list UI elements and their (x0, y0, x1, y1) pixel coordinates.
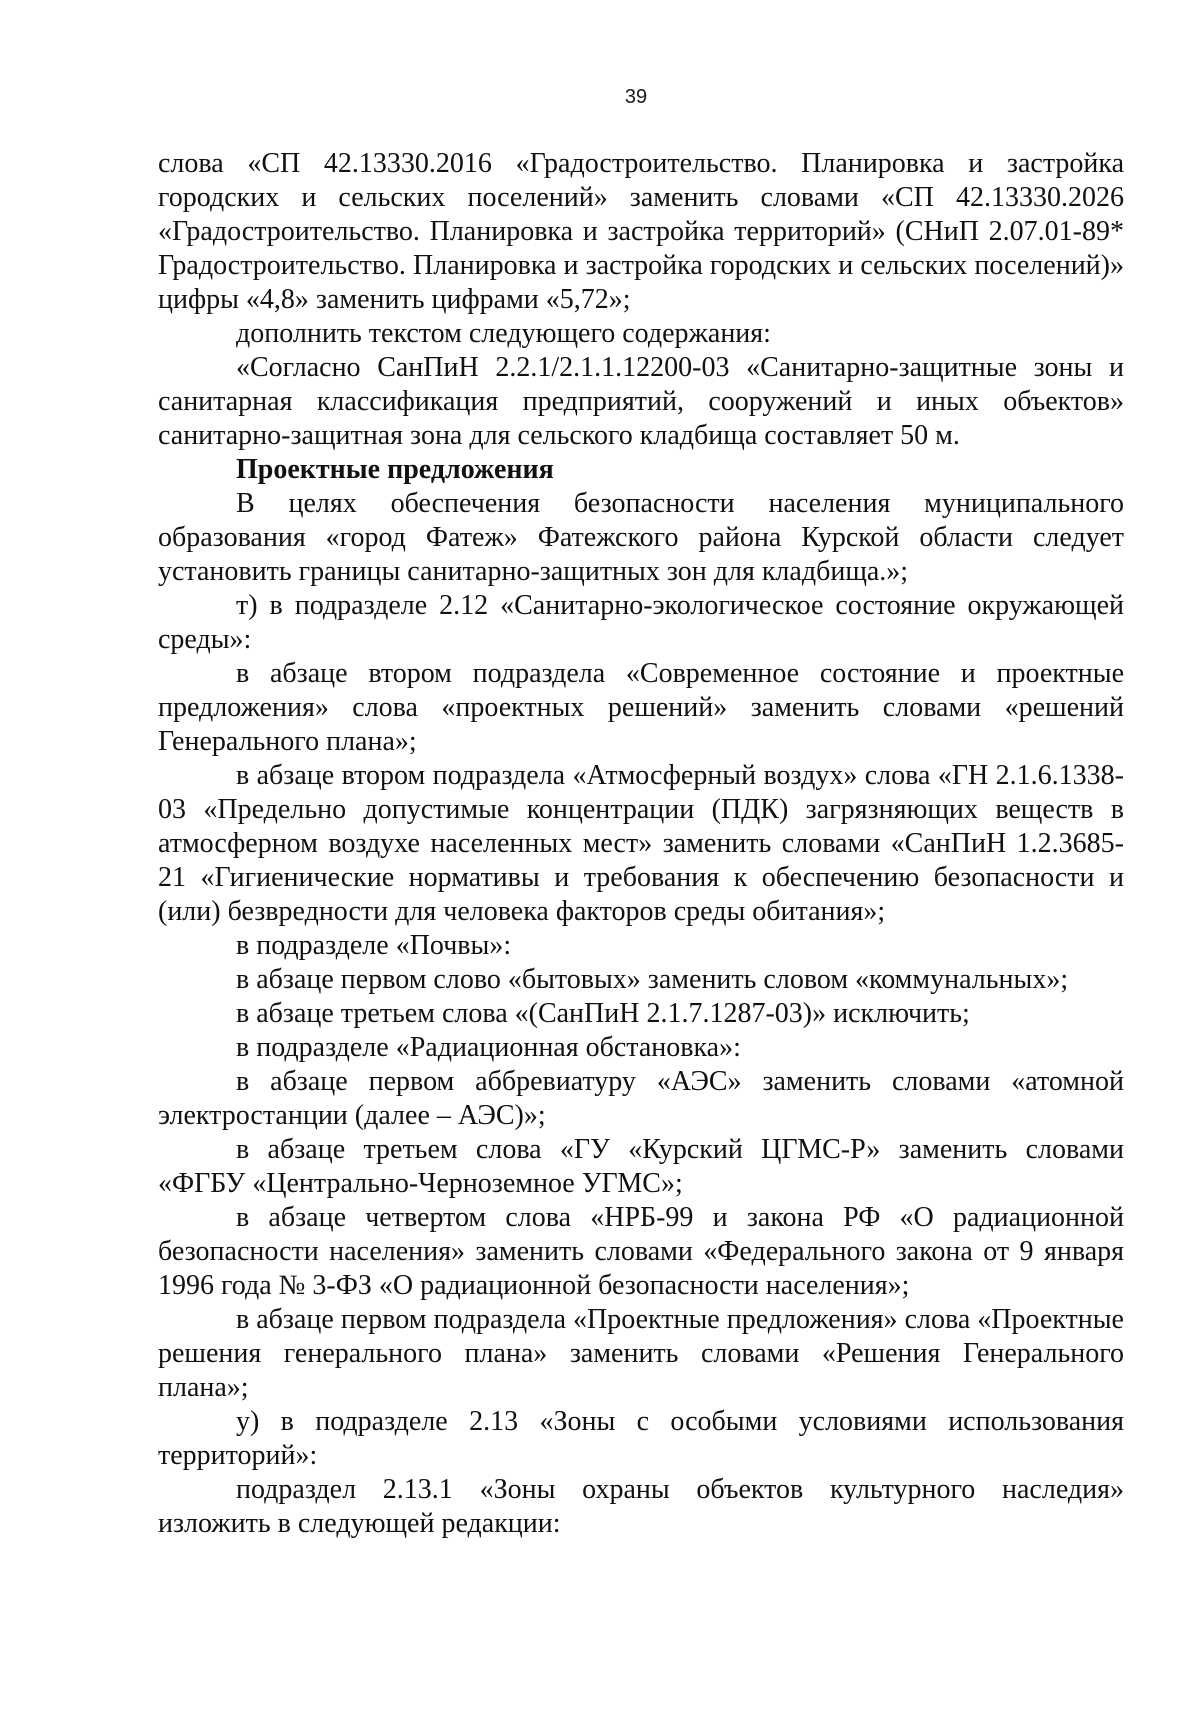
paragraph-add-text: дополнить текстом следующего содержания: (236, 318, 771, 349)
paragraph-radiation: в подразделе «Радиационная обстановка»: (236, 1032, 741, 1063)
paragraph-soils: в подразделе «Почвы»: (236, 930, 512, 961)
paragraph-soils-third: в абзаце третьем слова «(СанПиН 2.1.7.1287-03)» исключить; (236, 998, 970, 1029)
paragraph-sanpin-quote: «Согласно СанПиН 2.2.1/2.1.1.12200-03 «Санитарно-защитные зоны и санитарная классификация предприятий, сооружений и иных объектов» санитарно-защитная зона для сельского кладбища составляет 50 м. (158, 352, 1124, 451)
paragraph-soils-first: в абзаце первом слово «бытовых» заменить словом «коммунальных»; (236, 964, 1069, 995)
page-number: 39 (624, 86, 648, 108)
paragraph-sp-replacement: слова «СП 42.13330.2016 «Градостроительство. Планировка и застройка городских и сельских поселений» заменить словами «СП 42.13330.2026 «Градостроительство. Планировка и застройка территорий» (СНиП 2.07.01-89* Градостроительство. Планировка и застройка городских и сельских поселений)» цифры «4,8» заменить цифрами «5,72»; (158, 148, 1124, 315)
paragraph-subsection-2-13-1: подраздел 2.13.1 «Зоны охраны объектов культурного наследия» изложить в следующей редакции: (158, 1474, 1124, 1539)
section-heading-proposals: Проектные предложения (236, 454, 554, 485)
paragraph-modern-state: в абзаце втором подраздела «Современное состояние и проектные предложения» слова «проектных решений» заменить словами «решений Генерального плана»; (158, 658, 1124, 757)
paragraph-atmospheric-air: в абзаце втором подраздела «Атмосферный воздух» слова «ГН 2.1.6.1338-03 «Предельно допустимые концентрации (ПДК) загрязняющих веществ в атмосферном воздухе населенных мест» заменить словами «СанПиН 1.2.3685-21 «Гигиенические нормативы и требования к обеспечению безопасности и (или) безвредности для человека факторов среды обитания»; (158, 760, 1124, 927)
paragraph-radiation-fourth: в абзаце четвертом слова «НРБ-99 и закона РФ «О радиационной безопасности населения» заменить словами «Федерального закона от 9 января 1996 года № 3-ФЗ «О радиационной безопасности населения»; (158, 1202, 1124, 1301)
paragraph-radiation-third: в абзаце третьем слова «ГУ «Курский ЦГМС-Р» заменить словами «ФГБУ «Центрально-Черноземное УГМС»; (158, 1134, 1124, 1199)
paragraph-item-u: у) в подразделе 2.13 «Зоны с особыми условиями использования территорий»: (158, 1406, 1124, 1471)
document-body (158, 147, 1124, 1541)
paragraph-project-proposals: в абзаце первом подраздела «Проектные предложения» слова «Проектные решения генерального плана» заменить словами «Решения Генерального плана»; (158, 1304, 1124, 1403)
paragraph-radiation-first: в абзаце первом аббревиатуру «АЭС» заменить словами «атомной электростанции (далее – АЭС)»; (158, 1066, 1124, 1131)
paragraph-item-t: т) в подразделе 2.12 «Санитарно-экологическое состояние окружающей среды»: (158, 590, 1124, 655)
paragraph-safety-goals: В целях обеспечения безопасности населения муниципального образования «город Фатеж» Фатежского района Курской области следует установить границы санитарно-защитных зон для кладбища.»; (158, 488, 1124, 587)
